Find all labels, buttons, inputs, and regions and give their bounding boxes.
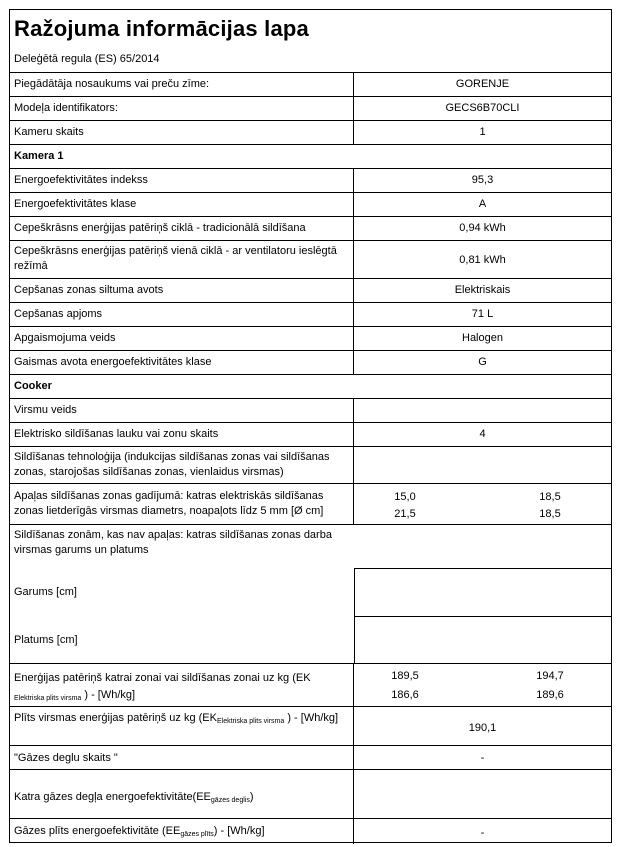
gas-burners-label: "Gāzes deglu skaits " <box>14 752 118 764</box>
zone-energy-label-subscript: Elektriska plits virsma <box>14 695 82 702</box>
cavities-row <box>10 121 611 145</box>
round-zones-label: Apaļas sildīšanas zonas gadījumā: katras elektriskās sildīšanas zonas lietderīgās virsmas diametrs, noapaļots līdz 5 mm [Ø cm] <box>14 490 324 517</box>
gas-hob-efficiency-unit: ) - [Wh/kg] <box>213 825 265 837</box>
gas-hob-efficiency-value: - <box>480 827 485 839</box>
cavities-label: Kameru skaits <box>14 126 84 138</box>
gas-burner-efficiency-subscript: gāzes deglis <box>210 797 250 804</box>
energy-class-row <box>10 193 611 217</box>
eei-value: 95,3 <box>471 174 494 186</box>
dimensions-box <box>354 568 611 664</box>
hob-energy-label-unit: ) - [Wh/kg] <box>287 712 339 724</box>
heating-technology-label: Sildīšanas tehnoloģija (indukcijas sildīšanas zonas vai sildīšanas zonas, starojošas sildīšanas zonas, vienlaidus virsmas) <box>14 451 330 478</box>
eei-label: Energoefektivitātes indekss <box>14 174 148 186</box>
hob-type-label: Virsmu veids <box>14 404 77 416</box>
hob-type-row <box>10 399 611 423</box>
zone-energy-label-text: Enerģijas patēriņš katrai zonai vai sildīšanas zonai uz kg (EK <box>14 672 311 684</box>
heat-source-row <box>10 279 611 303</box>
width-label: Platums [cm] <box>14 634 78 646</box>
zones-count-value: 4 <box>479 428 486 440</box>
cooker-heading-row <box>10 375 611 399</box>
zone-energy-row <box>10 664 611 707</box>
page-title: Ražojuma informācijas lapa <box>14 16 309 41</box>
fan-energy-value: 0,81 kWh <box>459 254 506 266</box>
cooker-heading: Cooker <box>14 380 52 392</box>
hob-energy-row <box>10 707 611 746</box>
light-class-value: G <box>478 356 487 368</box>
zones-count-row <box>10 423 611 447</box>
light-type-value: Halogen <box>462 332 503 344</box>
zones-count-label: Elektrisko sildīšanas lauku vai zonu skaits <box>14 428 219 440</box>
light-class-row <box>10 351 611 375</box>
product-information-sheet <box>9 9 612 843</box>
supplier-value: GORENJE <box>455 78 510 90</box>
gas-burner-efficiency-label <box>14 790 254 808</box>
model-label: Modeļa identifikators: <box>14 102 118 114</box>
regulation-reference: Deleģētā regula (ES) 65/2014 <box>14 53 160 65</box>
energy-class-value: A <box>478 198 487 210</box>
model-row <box>10 97 611 121</box>
supplier-row <box>10 73 611 97</box>
hob-energy-value: 190,1 <box>468 722 497 734</box>
hob-energy-label-text: Plīts virsmas enerģijas patēriņš uz kg (EK <box>14 712 217 724</box>
gas-burner-efficiency-row <box>10 770 611 819</box>
gas-hob-efficiency-subscript: gāzes plīts <box>180 831 214 838</box>
light-type-label: Apgaismojuma veids <box>14 332 116 344</box>
cavity-heading-row <box>10 145 611 169</box>
light-type-row <box>10 327 611 351</box>
non-round-zones-row <box>10 525 611 664</box>
round-zone-diameter: 18,5 <box>539 491 561 503</box>
heat-source-value: Elektriskais <box>454 284 511 296</box>
conventional-energy-value: 0,94 kWh <box>459 222 506 234</box>
zone-energy-value: 189,6 <box>536 689 564 701</box>
hob-energy-label-subscript: Elektriska plits virsma <box>216 718 285 725</box>
zone-energy-value: 189,5 <box>391 670 419 682</box>
volume-row <box>10 303 611 327</box>
gas-burner-efficiency-close: ) <box>249 791 254 803</box>
non-round-zones-label: Sildīšanas zonām, kas nav apaļas: katras sildīšanas zonas darba virsmas garums un platums <box>14 529 332 556</box>
eei-row <box>10 169 611 193</box>
volume-label: Cepšanas apjoms <box>14 308 103 320</box>
supplier-label: Piegādātāja nosaukums vai preču zīme: <box>14 78 210 90</box>
round-zone-diameter: 21,5 <box>394 508 416 520</box>
zone-energy-value: 186,6 <box>391 689 419 701</box>
gas-burners-value: - <box>480 752 485 764</box>
cavities-value: 1 <box>479 126 486 138</box>
header-block <box>10 10 611 73</box>
gas-hob-efficiency-text: Gāzes plīts energoefektivitāte (EE <box>14 825 181 837</box>
conventional-energy-label: Cepeškrāsns enerģijas patēriņš ciklā - tradicionālā sildīšana <box>14 222 306 234</box>
model-value: GECS6B70CLI <box>445 102 520 114</box>
gas-burners-row <box>10 746 611 770</box>
light-class-label: Gaismas avota energoefektivitātes klase <box>14 356 212 368</box>
zone-energy-label <box>14 670 344 707</box>
zone-energy-label-unit: ) - [Wh/kg] <box>84 689 136 701</box>
volume-value: 71 L <box>471 308 494 320</box>
heating-technology-row <box>10 447 611 484</box>
zone-energy-value: 194,7 <box>536 670 564 682</box>
conventional-energy-row <box>10 217 611 241</box>
dimensions-divider <box>355 616 612 617</box>
round-zones-row <box>10 484 611 525</box>
gas-hob-efficiency-label <box>14 824 265 842</box>
gas-hob-efficiency-row <box>10 819 611 843</box>
cavity-heading: Kamera 1 <box>14 150 64 162</box>
fan-energy-label: Cepeškrāsns enerģijas patēriņš vienā ciklā - ar ventilatoru ieslēgtā režīmā <box>14 245 337 272</box>
length-label: Garums [cm] <box>14 586 77 598</box>
energy-class-label: Energoefektivitātes klase <box>14 198 137 210</box>
gas-burner-efficiency-text: Katra gāzes degļa energoefektivitāte(EE <box>14 791 211 803</box>
hob-energy-label <box>14 710 350 730</box>
fan-energy-row <box>10 241 611 279</box>
round-zone-diameter: 18,5 <box>539 508 561 520</box>
heat-source-label: Cepšanas zonas siltuma avots <box>14 284 164 296</box>
round-zone-diameter: 15,0 <box>394 491 416 503</box>
